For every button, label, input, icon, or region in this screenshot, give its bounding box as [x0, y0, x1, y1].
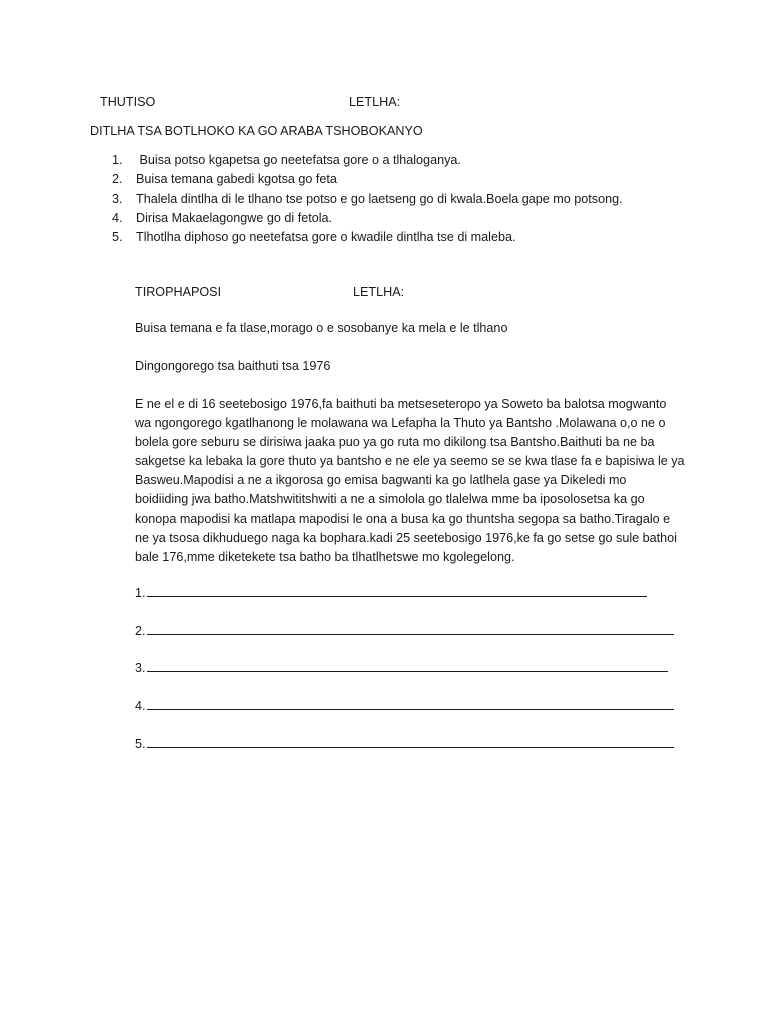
story-line: ne ya tsosa dikhuduego naga ka bophara.kadi 25 seetebosigo 1976,ke fa go setse go sule bathoi [135, 530, 677, 545]
story-paragraph [135, 394, 695, 566]
instruction-item: 5. Tlhotlha diphoso go neetefatsa gore o kwadile dintlha tse di maleba. [112, 230, 516, 245]
story-line: bolela gore seburu se dirisiwa jaaka puo ya go ruta mo dikilong tsa Bantsho.Baithuti ba ne ba [135, 435, 655, 450]
instruction-text: Dirisa Makaelagongwe go di fetola. [136, 210, 333, 225]
instruction-text: Buisa potso kgapetsa go neetefatsa gore o a tlhaloganya. [136, 153, 461, 167]
exercise-label: TIROPHAPOSI [135, 285, 222, 299]
story-line: boidiiding jwa batho.Matshwititshwiti a ne a simolola go tlalelwa mme ba iposolosetsa ka go [135, 492, 645, 507]
answer-blank[interactable] [147, 620, 674, 635]
instructions-title: DITLHA TSA BOTLHOKO KA GO ARABA TSHOBOKANYO [90, 124, 423, 138]
instruction-text: Tlhotlha diphoso go neetefatsa gore o kwadile dintlha tse di maleba. [136, 230, 516, 245]
answer-line-3[interactable] [135, 657, 668, 677]
answer-line-2[interactable] [135, 620, 674, 640]
answer-line-1[interactable] [135, 582, 647, 602]
instruction-item: 3. Thalela dintlha di le tlhano tse potso e go laetseng go di kwala.Boela gape mo potsong. [112, 191, 623, 206]
instruction-item: 1. Buisa potso kgapetsa go neetefatsa gore o a tlhaloganya. [112, 153, 461, 167]
answer-blank[interactable] [147, 695, 674, 710]
answer-number: 3. [135, 661, 146, 675]
answer-number: 5. [135, 737, 146, 751]
answer-number: 4. [135, 699, 146, 713]
answer-number: 1. [135, 586, 146, 600]
answer-line-4[interactable] [135, 695, 674, 715]
story-title: Dingongorego tsa baithuti tsa 1976 [135, 359, 331, 373]
instruction-text: Buisa temana gabedi kgotsa go feta [136, 172, 337, 187]
story-line: E ne el e di 16 seetebosigo 1976,fa baithuti ba metseseteropo ya Soweto ba balotsa mogwanto [135, 397, 667, 411]
exercise-date-label: LETLHA: [353, 285, 405, 299]
story-line: wa ngongorego kgatlhanong le molawana wa Lefapha la Thuto ya Bantsho .Molawana o,o ne o [135, 416, 666, 431]
story-line: konopa mapodisi ka matlapa mapodisi le ona a busa ka go thuntsha segopa sa batho.Tiragalo e [135, 511, 671, 526]
task-instruction: Buisa temana e fa tlase,morago o e sosobanye ka mela e le tlhano [135, 321, 508, 335]
story-line: bale 176,mme diketekete tsa batho ba tlhatlhetswe mo kgolegelong. [135, 549, 515, 564]
header-row [100, 92, 700, 112]
answer-blank[interactable] [147, 582, 647, 597]
instructions-list [112, 150, 623, 246]
answer-number: 2. [135, 624, 146, 638]
date-label: LETLHA: [349, 95, 401, 109]
subject-label: THUTISO [100, 95, 156, 109]
exercise-header [135, 282, 695, 302]
instruction-item: 2. Buisa temana gabedi kgotsa go feta [112, 172, 337, 187]
answer-blank[interactable] [147, 733, 674, 748]
story-line: Basweu.Mapodisi a ne a ikgorosa go emisa bagwanti ka go latlhela gase ya Dikeledi mo [135, 473, 627, 488]
instruction-item: 4. Dirisa Makaelagongwe go di fetola. [112, 210, 333, 225]
answer-line-5[interactable] [135, 733, 674, 753]
instruction-text: Thalela dintlha di le tlhano tse potso e go laetseng go di kwala.Boela gape mo potsong. [136, 191, 623, 206]
story-line: sakgetse ka lebaka la gore thuto ya bantsho e ne ele ya seemo se se kwa tlase fa e bapisiwa le ya [135, 454, 685, 469]
answer-blank[interactable] [147, 657, 668, 672]
